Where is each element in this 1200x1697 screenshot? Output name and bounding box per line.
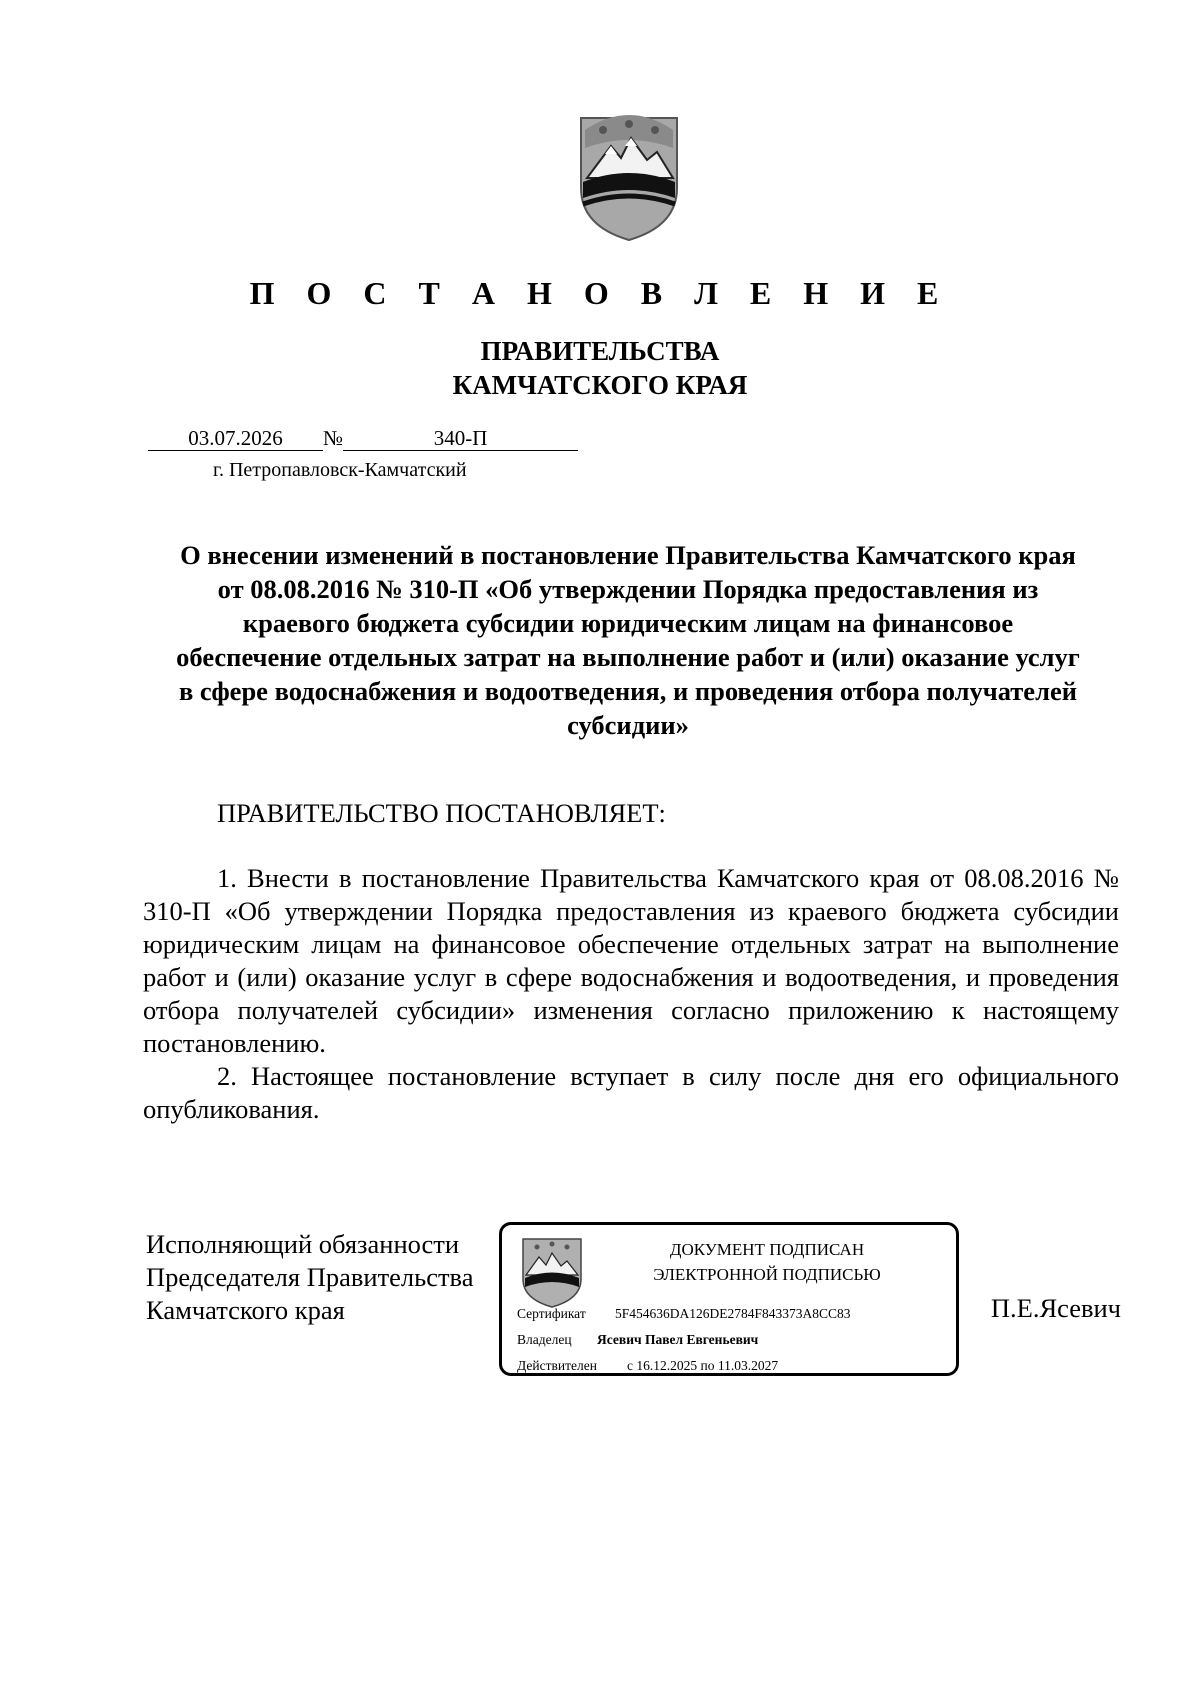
document-title: П О С Т А Н О В Л Е Н И Е <box>249 275 951 311</box>
document-date: 03.07.2026 <box>148 426 323 451</box>
position-line: Исполняющий обязанности <box>146 1229 460 1259</box>
body-text <box>143 862 1119 1126</box>
subject-line: субсидии» <box>567 710 689 740</box>
electronic-signature-stamp <box>499 1222 959 1376</box>
validity-value: с 16.12.2025 по 11.03.2027 <box>627 1358 779 1373</box>
document-subject <box>138 538 1118 742</box>
validity-row <box>517 1357 778 1375</box>
position-line: Председателя Правительства <box>146 1262 474 1292</box>
owner-row <box>517 1331 758 1349</box>
certificate-value: 5F454636DA126DE2784F843373A8CC83 <box>615 1306 851 1321</box>
number-sign: № <box>323 426 344 450</box>
stamp-coat-of-arms-icon <box>519 1235 585 1309</box>
subject-line: обеспечение отдельных затрат на выполнение работ и (или) оказание услуг <box>176 642 1080 672</box>
owner-value: Ясевич Павел Евгеньевич <box>597 1332 759 1347</box>
position-line: Камчатского края <box>146 1295 345 1325</box>
certificate-label: Сертификат <box>517 1306 586 1321</box>
signatory-position <box>146 1228 474 1327</box>
stamp-heading-line-1: ДОКУМЕНТ ПОДПИСАН <box>669 1240 865 1259</box>
authority-line-2: КАМЧАТСКОГО КРАЯ <box>452 370 748 400</box>
paragraph-2: 2. Настоящее постановление вступает в силу после дня его официального опубликования. <box>143 1061 1119 1124</box>
city: г. Петропавловск-Камчатский <box>213 459 467 481</box>
date-number-line <box>148 426 578 451</box>
subject-line: О внесении изменений в постановление Правительства Камчатского края <box>180 540 1076 570</box>
stamp-heading <box>597 1237 937 1287</box>
validity-label: Действителен <box>517 1358 597 1373</box>
document-number: 340-П <box>343 426 578 451</box>
authority-line-1: ПРАВИТЕЛЬСТВА <box>480 336 720 366</box>
subject-line: краевого бюджета субсидии юридическим лицам на финансовое <box>242 608 1014 638</box>
certificate-row <box>517 1305 851 1323</box>
paragraph-1: 1. Внести в постановление Правительства Камчатского края от 08.08.2016 № 310-П «Об утверждении Порядка предоставления из краевого бюджета субсидии юридическим лицам на финансовое обеспечение отдельных затрат на выполнение работ и (или) оказание услуг в сфере водоснабжения и водоотведения, и проведения отбора получателей субсидии» изменения согласно приложению к настоящему постановлению. <box>143 863 1119 1058</box>
stamp-heading-line-2: ЭЛЕКТРОННОЙ ПОДПИСЬЮ <box>653 1265 881 1284</box>
signatory-name: П.Е.Ясевич <box>990 1293 1121 1323</box>
resolves-heading: ПРАВИТЕЛЬСТВО ПОСТАНОВЛЯЕТ: <box>217 798 666 828</box>
subject-line: в сфере водоснабжения и водоотведения, и проведения отбора получателей <box>179 676 1077 706</box>
subject-line: от 08.08.2016 № 310-П «Об утверждении Порядка предоставления из <box>217 574 1039 604</box>
coat-of-arms-icon <box>571 108 687 244</box>
issuing-authority <box>0 334 1200 402</box>
owner-label: Владелец <box>517 1332 572 1347</box>
